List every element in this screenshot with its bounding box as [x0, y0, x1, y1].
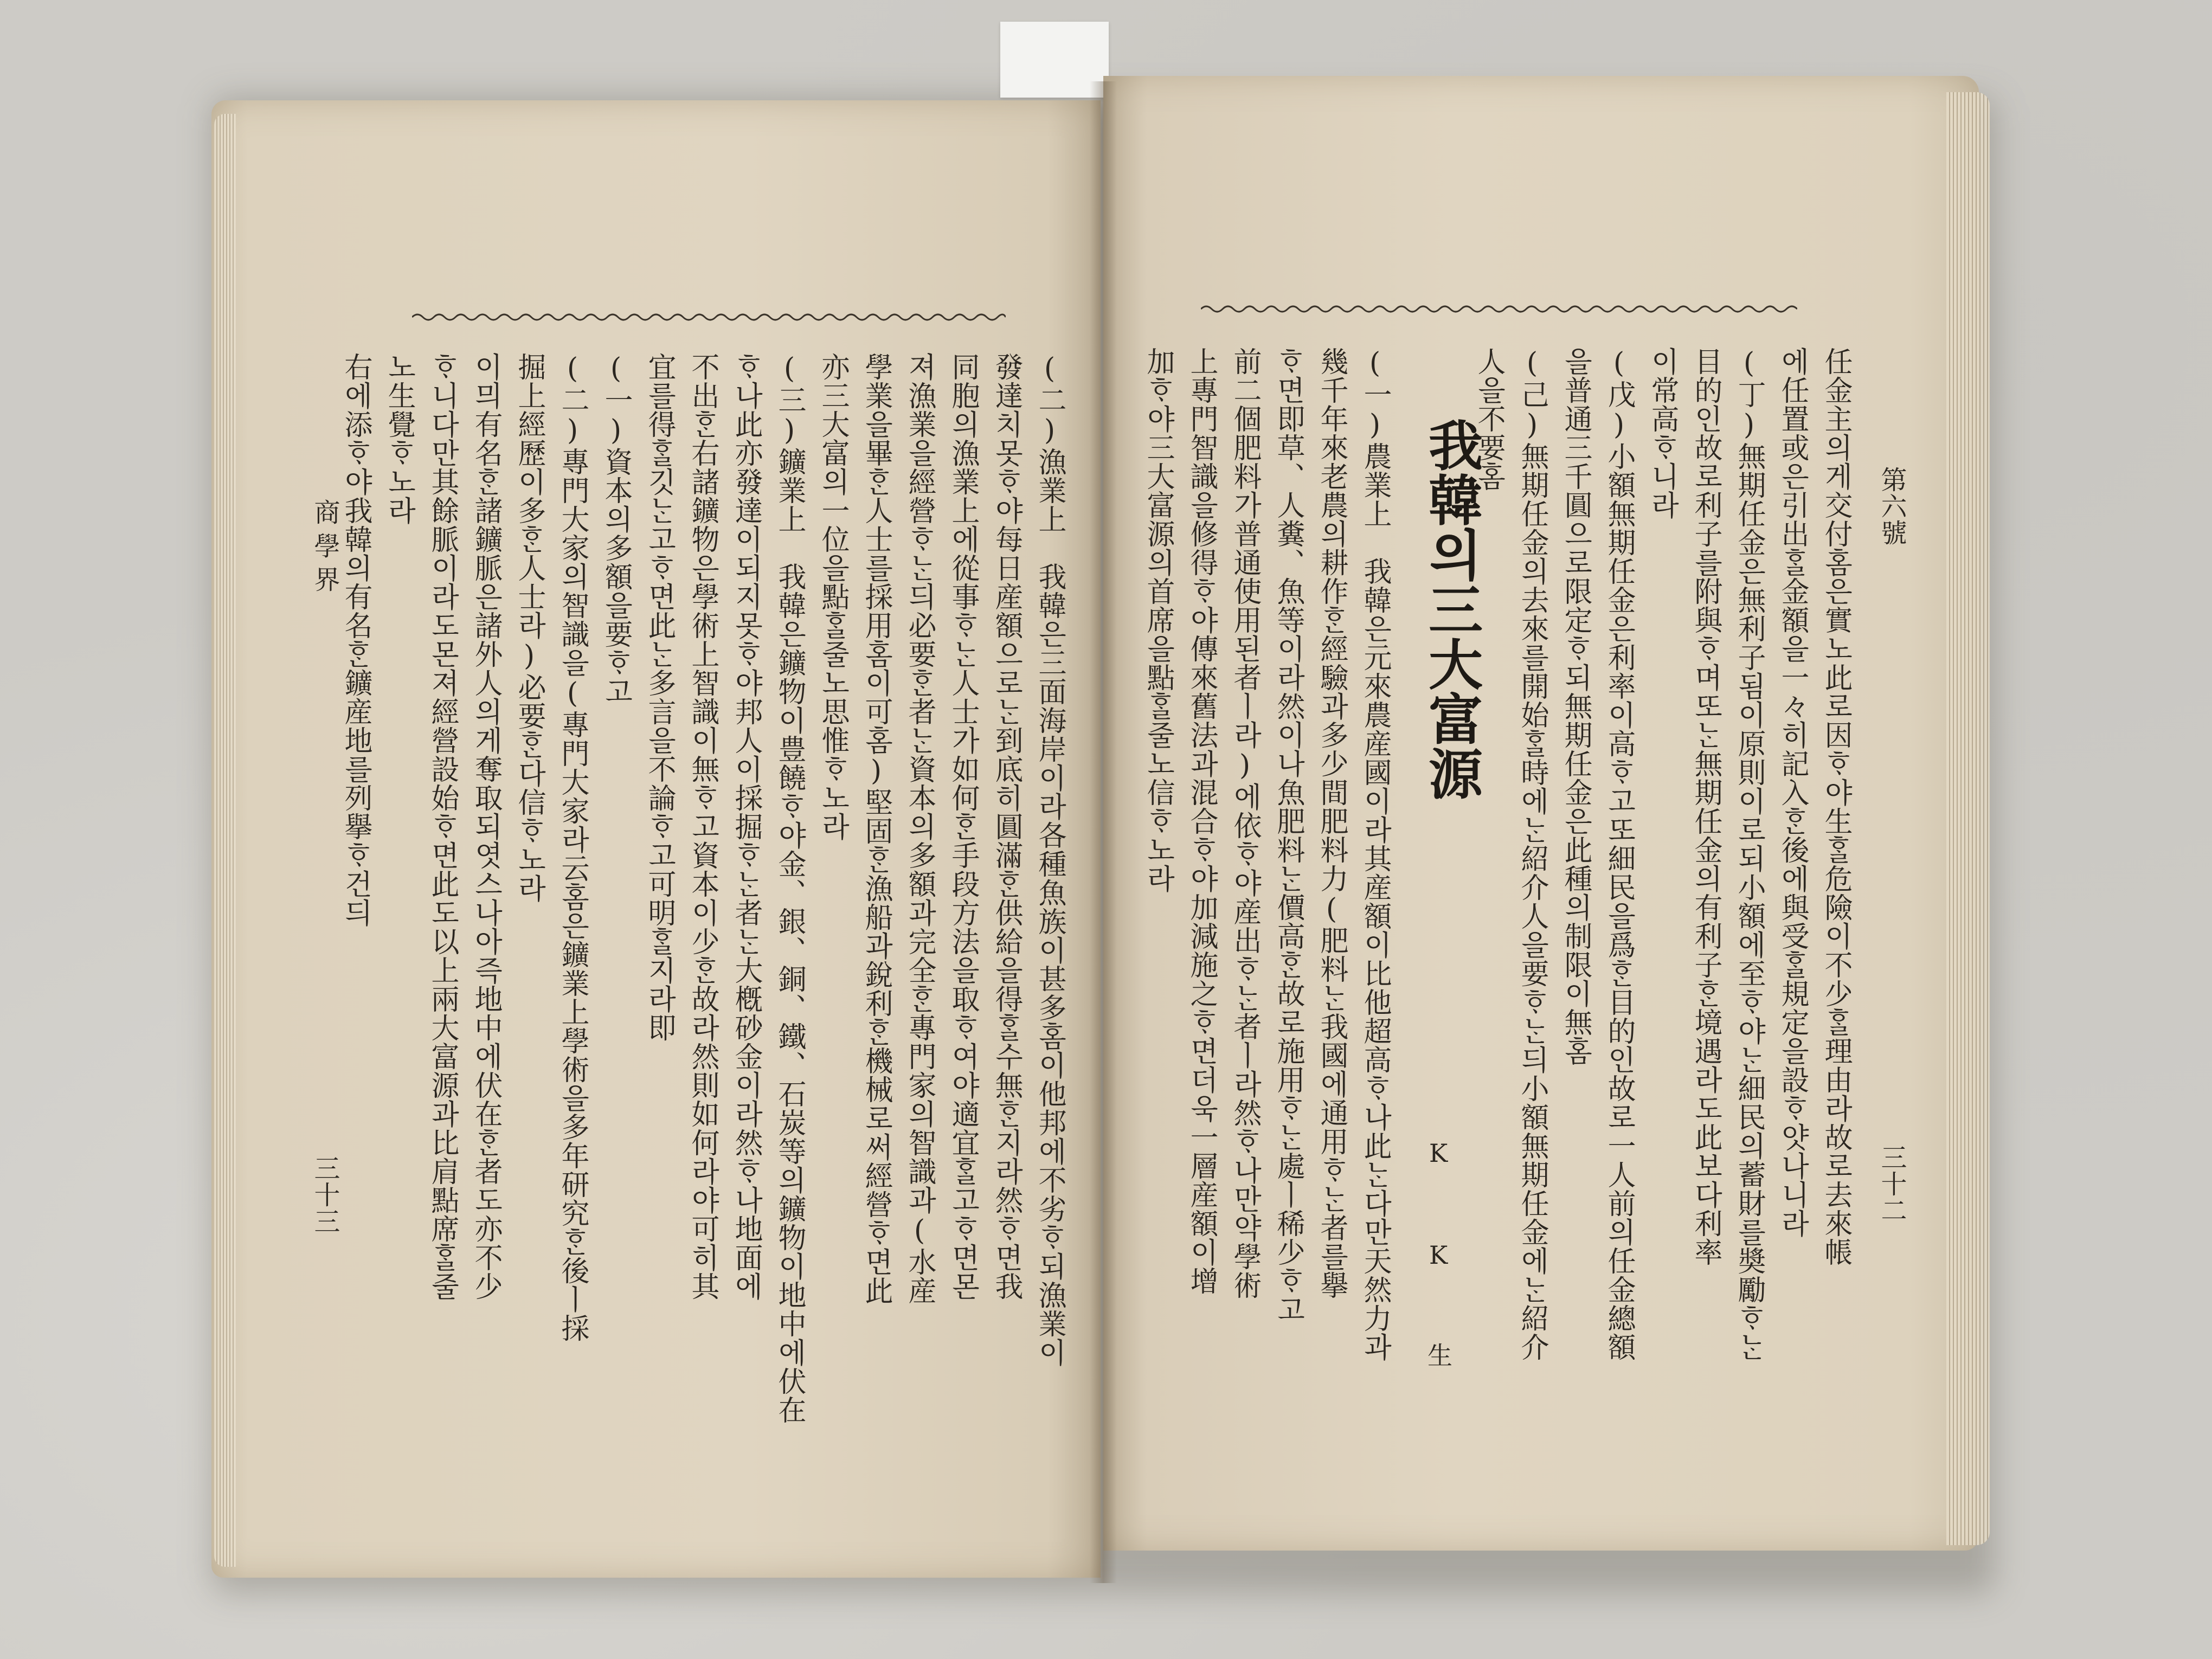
right-column-7: 을普通三千圓으로限定ᄒᆞ되無期任金은此種의制限이無홈: [1559, 347, 1592, 1065]
left-column-5: 學業을畢ᄒᆞᆫ人士를採用홈이可홈)堅固ᄒᆞᆫ漁船과銳利ᄒᆞᆫ機械로써經營ᄒᆞ면此: [860, 352, 892, 1305]
left-column-17: 右에添ᄒᆞ야我韓의有名ᄒᆞᆫ鑛産地를列擧ᄒᆞ건듸: [339, 352, 372, 927]
right-column-1: 任金主의게交付홈은實노此로因ᄒᆞ야生ᄒᆞᆯ危險이不少ᄒᆞᆯ理由라故로去來帳: [1819, 347, 1852, 1266]
article-column-5: 上專門智識을修得ᄒᆞ야傳來舊法과混合ᄒᆞ야加減施之ᄒᆞ면더욱一層産額이增: [1185, 347, 1218, 1295]
left-column-9: 不出ᄒᆞᆫ右諸鑛物은學術上智識이無ᄒᆞ고資本이少ᄒᆞᆫ故라然則如何라야可히其: [686, 352, 719, 1301]
article-column-1: (一)農業上 我韓은元來農産國이라其産額이比他超高ᄒᆞ나此ᄂᆞᆫ다만天然力과: [1359, 347, 1391, 1361]
article-column-3: ᄒᆞ면即草、人糞、魚等이라然이나魚肥料ᄂᆞᆫ價高ᄒᆞᆫ故로施用ᄒᆞᄂᆞᆫ處ㅣ稀少ᄒᆞ고: [1272, 347, 1304, 1324]
left-header-rule: [412, 312, 1006, 323]
right-column-5: 이常高ᄒᆞ니라: [1646, 347, 1679, 519]
left-column-6: 亦三大富의一位을點ᄒᆞᆯ줄노思惟ᄒᆞ노라: [816, 352, 849, 841]
right-issue-label: 第六號: [1876, 466, 1907, 546]
left-column-13: 掘上經歷이多ᄒᆞᆫ人士라)必要ᄒᆞᆫ다信ᄒᆞ노라: [513, 352, 545, 903]
left-column-4: 져漁業을經營ᄒᆞᄂᆞᆫ듸必要ᄒᆞᆫ者ᄂᆞᆫ資本의多額과完全ᄒᆞᆫ專門家의智識과(水産: [903, 352, 936, 1305]
right-column-2: 에任置或은引出ᄒᆞᆯ金額을一々히記入ᄒᆞᆫ後에與受ᄒᆞᆯ規定을設ᄒᆞ얏나니라: [1776, 347, 1809, 1238]
left-column-2: 發達치못ᄒᆞ야每日産額으로ᄂᆞᆫ到底히圓滿ᄒᆞᆫ供給을得ᄒᆞᆯ수無ᄒᆞᆫ지라然ᄒᆞ면我: [990, 352, 1023, 1301]
left-page-edges: [214, 114, 236, 1567]
left-column-1: (二)漁業上 我韓은三面海岸이라各種魚族이甚多홈이他邦에不劣ᄒᆞ되漁業이: [1033, 352, 1066, 1367]
left-column-12: (二)專門大家의智識을(專門大家라云홈은鑛業上學術을多年研究ᄒᆞᆫ後ㅣ採: [556, 352, 589, 1342]
left-column-16: 노生覺ᄒᆞ노라: [383, 352, 415, 525]
left-column-14: 이믜有名ᄒᆞᆫ諸鑛脈은諸外人의게奪取되엿스나아즉地中에伏在ᄒᆞᆫ者도亦不少: [470, 352, 502, 1301]
right-page-edges: [1946, 92, 1990, 1545]
left-column-11: (一)資本의多額을要ᄒᆞ고: [600, 352, 632, 706]
left-page-number: 三十三: [310, 1155, 340, 1234]
left-column-10: 宜를得ᄒᆞᆯ깃ᄂᆞᆫ고ᄒᆞ면此ᄂᆞᆫ多言을不論ᄒᆞ고可明ᄒᆞᆯ지라即: [643, 352, 676, 1042]
left-column-8: ᄒᆞ나此亦發達이되지못ᄒᆞ야邦人이採掘ᄒᆞᄂᆞᆫ者ᄂᆞᆫ大槪砂金이라然ᄒᆞ나地面에: [730, 352, 762, 1301]
right-page-number: 三十二: [1876, 1144, 1907, 1224]
right-column-9: 人을不要홈: [1472, 347, 1505, 491]
left-column-3: 同胞의漁業上에從事ᄒᆞᄂᆞᆫ人士가如何ᄒᆞᆫ手段方法을取ᄒᆞ여야適宜ᄒᆞᆯ고ᄒᆞ면몬: [947, 352, 979, 1301]
right-column-6: (戊)小額無期任金은利率이高ᄒᆞ고또細民을爲ᄒᆞᆫ目的인故로一人前의任金總額: [1603, 347, 1635, 1361]
left-magazine-title: 商學界: [310, 499, 340, 600]
right-column-3: (丁)無期任金은無利子됨이原則이로되小額에至ᄒᆞ야ᄂᆞᆫ細民의蓄財를奬勵ᄒᆞᄂᆞᆫ: [1733, 347, 1765, 1361]
article-column-6: 加ᄒᆞ야三大富源의首席을點ᄒᆞᆯ줄노信ᄒᆞ노라: [1142, 347, 1174, 893]
article-column-4: 前二個肥料가普通使用된者ㅣ라)에依ᄒᆞ야産出ᄒᆞᄂᆞᆫ者ㅣ라然ᄒᆞ나만약學術: [1229, 347, 1261, 1300]
right-header-rule: [1201, 304, 1797, 314]
right-column-8: (己)無期任金의去來를開始ᄒᆞᆯ時에ᄂᆞᆫ紹介人을要ᄒᆞᄂᆞᆫ듸小額無期任金에ᄂᆞᆫ紹介: [1516, 347, 1548, 1361]
left-column-15: ᄒᆞ니다만其餘脈이라도몬져經營設始ᄒᆞ면此도以上兩大富源과比肩點席ᄒᆞᆯ줄: [426, 352, 459, 1301]
article-author: K K 生: [1424, 1139, 1453, 1389]
article-title: 我韓의三大富源: [1419, 417, 1483, 801]
article-column-2: 幾千年來老農의耕作ᄒᆞᆫ經驗과多少間肥料力(肥料ᄂᆞᆫ我國에通用ᄒᆞᄂᆞᆫ者를擧: [1315, 347, 1348, 1300]
book-gutter: [1090, 81, 1117, 1583]
right-column-4: 目的인故로利子를附與ᄒᆞ며또ᄂᆞᆫ無期任金의有利子ᄒᆞᆫ境遇라도此보다利率: [1689, 347, 1722, 1266]
left-column-7: (三)鑛業上 我韓은鑛物이豊饒ᄒᆞ야金、銀、銅、鐵、石炭等의鑛物이地中에伏在: [773, 352, 806, 1424]
